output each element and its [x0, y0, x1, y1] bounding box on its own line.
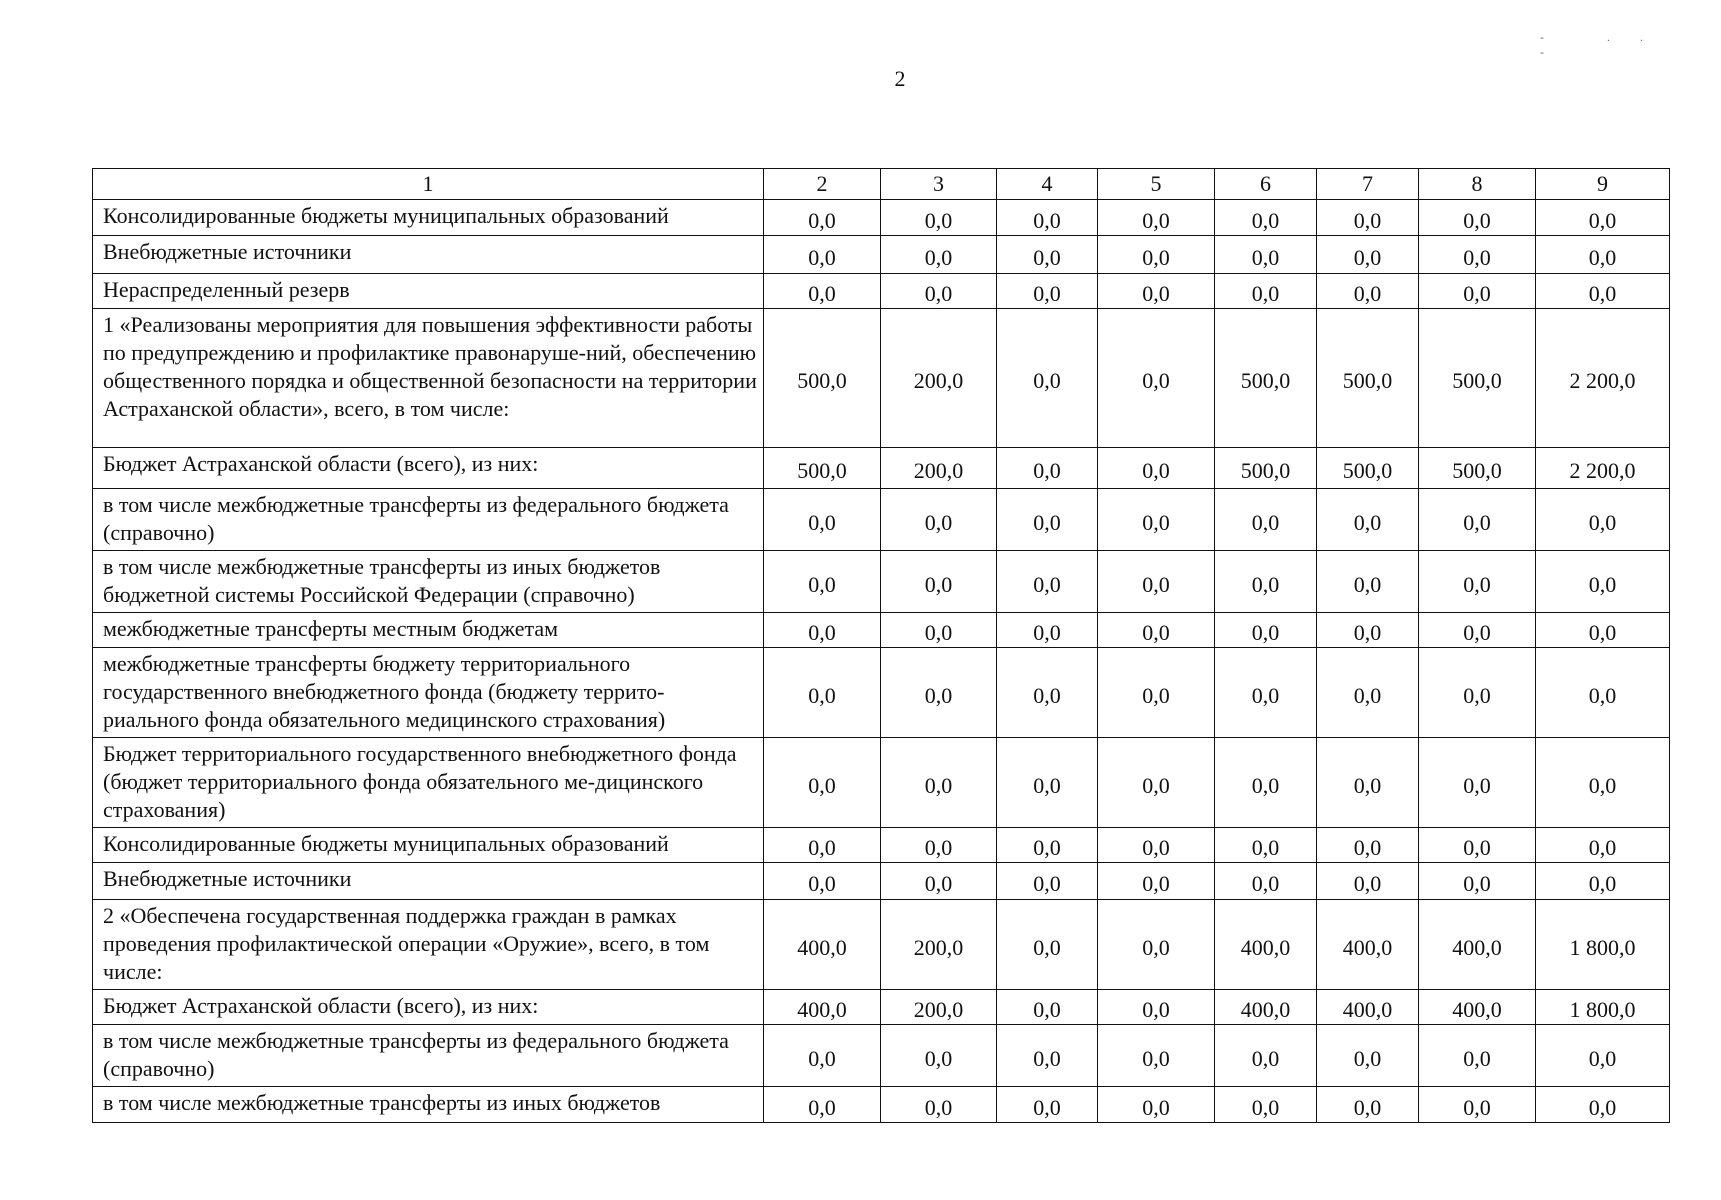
value-cell-col-5: 0,0	[1098, 990, 1215, 1025]
value-cell-col-4: 0,0	[997, 448, 1098, 489]
value-cell-col-2: 0,0	[764, 236, 881, 274]
row-label: в том числе межбюджетные трансферты из иных бюджетов бюджетной системы Российской Федерации (справочно)	[93, 551, 764, 613]
value-cell-col-7: 400,0	[1317, 900, 1419, 990]
value-cell-col-3: 200,0	[881, 990, 997, 1025]
value-cell-col-8: 0,0	[1419, 236, 1536, 274]
row-label: межбюджетные трансферты местным бюджетам	[93, 613, 764, 648]
value-cell-col-8: 0,0	[1419, 200, 1536, 236]
value-cell-col-7: 0,0	[1317, 1025, 1419, 1087]
value-cell-col-6: 0,0	[1215, 863, 1317, 900]
table-row	[93, 1025, 1670, 1087]
table-row	[93, 200, 1670, 236]
value-cell-col-3: 0,0	[881, 200, 997, 236]
column-header-5: 5	[1098, 169, 1215, 200]
value-cell-col-8: 0,0	[1419, 613, 1536, 648]
table-row	[93, 448, 1670, 489]
value-cell-col-8: 0,0	[1419, 828, 1536, 863]
value-cell-col-8: 0,0	[1419, 863, 1536, 900]
value-cell-col-2: 0,0	[764, 1025, 881, 1087]
value-cell-col-7: 0,0	[1317, 200, 1419, 236]
value-cell-col-7: 0,0	[1317, 236, 1419, 274]
value-cell-col-3: 0,0	[881, 551, 997, 613]
value-cell-col-2: 0,0	[764, 828, 881, 863]
table-row	[93, 309, 1670, 448]
row-label: Консолидированные бюджеты муниципальных образований	[93, 828, 764, 863]
value-cell-col-4: 0,0	[997, 1087, 1098, 1123]
column-header-8: 8	[1419, 169, 1536, 200]
column-header-1: 1	[93, 169, 764, 200]
value-cell-col-9: 2 200,0	[1536, 309, 1670, 448]
row-label: Бюджет Астраханской области (всего), из них:	[93, 448, 764, 489]
value-cell-col-3: 0,0	[881, 828, 997, 863]
value-cell-col-5: 0,0	[1098, 900, 1215, 990]
value-cell-col-7: 0,0	[1317, 613, 1419, 648]
value-cell-col-8: 0,0	[1419, 1025, 1536, 1087]
value-cell-col-5: 0,0	[1098, 863, 1215, 900]
value-cell-col-3: 0,0	[881, 274, 997, 309]
value-cell-col-5: 0,0	[1098, 274, 1215, 309]
value-cell-col-3: 0,0	[881, 236, 997, 274]
row-label: Внебюджетные источники	[93, 236, 764, 274]
header-row	[93, 169, 1670, 200]
value-cell-col-7: 500,0	[1317, 448, 1419, 489]
value-cell-col-7: 0,0	[1317, 551, 1419, 613]
value-cell-col-7: 0,0	[1317, 489, 1419, 551]
value-cell-col-2: 0,0	[764, 863, 881, 900]
value-cell-col-7: 0,0	[1317, 828, 1419, 863]
value-cell-col-3: 0,0	[881, 863, 997, 900]
row-label: в том числе межбюджетные трансферты из иных бюджетов	[93, 1087, 764, 1123]
row-label: Консолидированные бюджеты муниципальных образований	[93, 200, 764, 236]
value-cell-col-6: 0,0	[1215, 738, 1317, 828]
value-cell-col-4: 0,0	[997, 200, 1098, 236]
column-header-6: 6	[1215, 169, 1317, 200]
value-cell-col-8: 0,0	[1419, 489, 1536, 551]
value-cell-col-6: 0,0	[1215, 200, 1317, 236]
value-cell-col-9: 0,0	[1536, 1025, 1670, 1087]
value-cell-col-7: 400,0	[1317, 990, 1419, 1025]
value-cell-col-5: 0,0	[1098, 236, 1215, 274]
value-cell-col-7: 0,0	[1317, 274, 1419, 309]
value-cell-col-4: 0,0	[997, 551, 1098, 613]
value-cell-col-6: 0,0	[1215, 1087, 1317, 1123]
column-header-2: 2	[764, 169, 881, 200]
value-cell-col-9: 0,0	[1536, 236, 1670, 274]
budget-table	[92, 168, 1670, 1123]
value-cell-col-9: 0,0	[1536, 274, 1670, 309]
table-body	[93, 200, 1670, 1123]
value-cell-col-5: 0,0	[1098, 200, 1215, 236]
value-cell-col-8: 0,0	[1419, 551, 1536, 613]
value-cell-col-4: 0,0	[997, 489, 1098, 551]
column-header-9: 9	[1536, 169, 1670, 200]
value-cell-col-9: 2 200,0	[1536, 448, 1670, 489]
table-row	[93, 551, 1670, 613]
value-cell-col-8: 0,0	[1419, 648, 1536, 738]
value-cell-col-4: 0,0	[997, 738, 1098, 828]
value-cell-col-9: 0,0	[1536, 828, 1670, 863]
value-cell-col-8: 0,0	[1419, 1087, 1536, 1123]
table-row	[93, 990, 1670, 1025]
value-cell-col-3: 0,0	[881, 1025, 997, 1087]
value-cell-col-4: 0,0	[997, 990, 1098, 1025]
value-cell-col-7: 0,0	[1317, 648, 1419, 738]
row-label: в том числе межбюджетные трансферты из федерального бюджета (справочно)	[93, 489, 764, 551]
value-cell-col-3: 0,0	[881, 738, 997, 828]
value-cell-col-7: 0,0	[1317, 863, 1419, 900]
value-cell-col-3: 0,0	[881, 1087, 997, 1123]
value-cell-col-5: 0,0	[1098, 648, 1215, 738]
page-number: 2	[894, 66, 906, 91]
row-label: Бюджет Астраханской области (всего), из них:	[93, 990, 764, 1025]
value-cell-col-6: 500,0	[1215, 448, 1317, 489]
value-cell-col-6: 0,0	[1215, 551, 1317, 613]
value-cell-col-2: 500,0	[764, 309, 881, 448]
value-cell-col-9: 1 800,0	[1536, 990, 1670, 1025]
value-cell-col-3: 200,0	[881, 309, 997, 448]
value-cell-col-4: 0,0	[997, 613, 1098, 648]
value-cell-col-5: 0,0	[1098, 448, 1215, 489]
value-cell-col-9: 0,0	[1536, 200, 1670, 236]
value-cell-col-2: 0,0	[764, 200, 881, 236]
row-label: 1 «Реализованы мероприятия для повышения эффективности работы по предупреждению и профилактике правонаруше-ний, обеспечению общественного порядка и общественной безопасности на территории Астраханской области», всего, в том числе:	[93, 309, 764, 448]
value-cell-col-6: 400,0	[1215, 990, 1317, 1025]
value-cell-col-9: 0,0	[1536, 489, 1670, 551]
value-cell-col-4: 0,0	[997, 863, 1098, 900]
table-row	[93, 613, 1670, 648]
row-label: 2 «Обеспечена государственная поддержка граждан в рамках проведения профилактической операции «Оружие», всего, в том числе:	[93, 900, 764, 990]
value-cell-col-9: 0,0	[1536, 551, 1670, 613]
value-cell-col-6: 0,0	[1215, 1025, 1317, 1087]
value-cell-col-5: 0,0	[1098, 551, 1215, 613]
value-cell-col-6: 0,0	[1215, 236, 1317, 274]
column-header-3: 3	[881, 169, 997, 200]
value-cell-col-6: 0,0	[1215, 828, 1317, 863]
value-cell-col-8: 500,0	[1419, 448, 1536, 489]
row-label: Нераспределенный резерв	[93, 274, 764, 309]
value-cell-col-9: 0,0	[1536, 863, 1670, 900]
value-cell-col-9: 0,0	[1536, 1087, 1670, 1123]
row-label: в том числе межбюджетные трансферты из федерального бюджета (справочно)	[93, 1025, 764, 1087]
table-row	[93, 1087, 1670, 1123]
value-cell-col-2: 0,0	[764, 274, 881, 309]
value-cell-col-5: 0,0	[1098, 828, 1215, 863]
value-cell-col-4: 0,0	[997, 828, 1098, 863]
value-cell-col-6: 400,0	[1215, 900, 1317, 990]
table-row	[93, 738, 1670, 828]
table-row	[93, 900, 1670, 990]
value-cell-col-2: 500,0	[764, 448, 881, 489]
value-cell-col-2: 0,0	[764, 1087, 881, 1123]
value-cell-col-9: 0,0	[1536, 738, 1670, 828]
row-label: Внебюджетные источники	[93, 863, 764, 900]
value-cell-col-8: 0,0	[1419, 738, 1536, 828]
value-cell-col-8: 500,0	[1419, 309, 1536, 448]
value-cell-col-3: 0,0	[881, 648, 997, 738]
row-label: межбюджетные трансферты бюджету территориального государственного внебюджетного фонда (бюджету террито-риального фонда обязательного медицинского страхования)	[93, 648, 764, 738]
scan-marks: - .. -	[1540, 30, 1673, 59]
value-cell-col-5: 0,0	[1098, 613, 1215, 648]
value-cell-col-5: 0,0	[1098, 309, 1215, 448]
value-cell-col-6: 500,0	[1215, 309, 1317, 448]
column-header-7: 7	[1317, 169, 1419, 200]
table-row	[93, 236, 1670, 274]
value-cell-col-9: 0,0	[1536, 648, 1670, 738]
value-cell-col-2: 400,0	[764, 990, 881, 1025]
value-cell-col-2: 0,0	[764, 738, 881, 828]
value-cell-col-4: 0,0	[997, 1025, 1098, 1087]
value-cell-col-2: 0,0	[764, 648, 881, 738]
row-label: Бюджет территориального государственного внебюджетного фонда (бюджет территориального фонда обязательного ме-дицинского страхования)	[93, 738, 764, 828]
table-row	[93, 489, 1670, 551]
value-cell-col-2: 0,0	[764, 551, 881, 613]
value-cell-col-4: 0,0	[997, 274, 1098, 309]
value-cell-col-3: 200,0	[881, 900, 997, 990]
value-cell-col-7: 500,0	[1317, 309, 1419, 448]
value-cell-col-2: 0,0	[764, 613, 881, 648]
value-cell-col-6: 0,0	[1215, 648, 1317, 738]
value-cell-col-9: 1 800,0	[1536, 900, 1670, 990]
value-cell-col-4: 0,0	[997, 900, 1098, 990]
value-cell-col-8: 400,0	[1419, 990, 1536, 1025]
value-cell-col-3: 0,0	[881, 489, 997, 551]
value-cell-col-4: 0,0	[997, 309, 1098, 448]
value-cell-col-5: 0,0	[1098, 1087, 1215, 1123]
value-cell-col-9: 0,0	[1536, 613, 1670, 648]
value-cell-col-6: 0,0	[1215, 274, 1317, 309]
value-cell-col-8: 400,0	[1419, 900, 1536, 990]
column-header-4: 4	[997, 169, 1098, 200]
value-cell-col-5: 0,0	[1098, 489, 1215, 551]
value-cell-col-4: 0,0	[997, 648, 1098, 738]
value-cell-col-3: 200,0	[881, 448, 997, 489]
value-cell-col-2: 400,0	[764, 900, 881, 990]
table-row	[93, 274, 1670, 309]
value-cell-col-7: 0,0	[1317, 738, 1419, 828]
value-cell-col-2: 0,0	[764, 489, 881, 551]
value-cell-col-4: 0,0	[997, 236, 1098, 274]
table-row	[93, 863, 1670, 900]
table-row	[93, 648, 1670, 738]
value-cell-col-6: 0,0	[1215, 489, 1317, 551]
table-row	[93, 828, 1670, 863]
value-cell-col-8: 0,0	[1419, 274, 1536, 309]
value-cell-col-5: 0,0	[1098, 1025, 1215, 1087]
value-cell-col-3: 0,0	[881, 613, 997, 648]
value-cell-col-6: 0,0	[1215, 613, 1317, 648]
value-cell-col-5: 0,0	[1098, 738, 1215, 828]
value-cell-col-7: 0,0	[1317, 1087, 1419, 1123]
